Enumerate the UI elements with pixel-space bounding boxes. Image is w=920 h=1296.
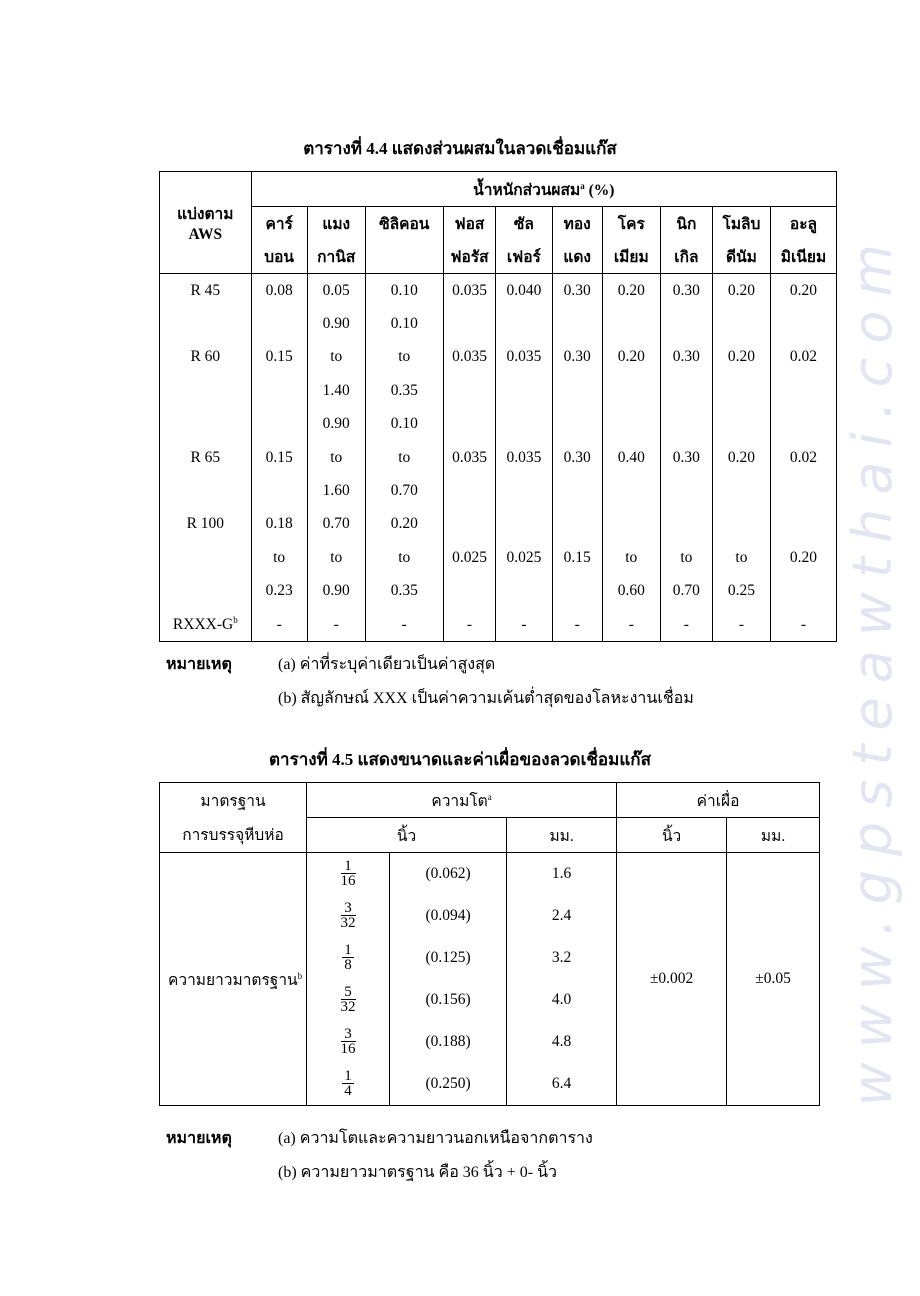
tolerance-mm: ±0.05 [727,853,820,1106]
table-cell: to [365,541,443,574]
table-cell [712,374,770,407]
table-cell [660,508,712,541]
row-label [160,374,252,407]
table-cell [712,307,770,340]
table-cell [602,474,660,507]
table-row [160,575,837,608]
mm-value: 4.0 [507,979,617,1021]
table-cell: 0.23 [251,575,307,608]
table-cell [496,307,552,340]
table-cell: 0.30 [552,274,602,308]
table-cell [552,575,602,608]
fraction [341,859,356,888]
table-cell: 0.90 [307,307,365,340]
column-header-line1: ทอง [552,207,602,241]
table-cell [496,508,552,541]
table-cell: 0.90 [307,575,365,608]
composition-table [159,171,837,642]
inch-fraction [307,853,390,896]
table-row [160,541,837,574]
table-cell: 0.10 [365,307,443,340]
inch-fraction [307,895,390,937]
size-header-text: ความโต [431,792,488,810]
table-cell [602,408,660,441]
table-cell [770,374,836,407]
standard-header-2: การบรรจุหีบห่อ [160,818,307,853]
table-row [160,474,837,507]
table-cell: 0.20 [602,274,660,308]
row-label-sup: b [297,970,303,981]
table-cell: 0.60 [602,575,660,608]
table-cell: 0.035 [443,341,495,374]
row-label-text: ความยาวมาตรฐาน [168,971,298,989]
column-header-line1: ซิลิคอน [365,207,443,241]
table-cell [251,307,307,340]
table-cell [251,474,307,507]
table2-note-a: (a) ความโตและความยาวนอกเหนือจากตาราง [278,1130,593,1147]
fraction [341,985,356,1014]
table-cell [660,474,712,507]
mm-header: มม. [507,818,617,853]
fraction-numerator: 3 [341,901,356,916]
table-row [160,274,837,308]
table-cell: - [496,608,552,642]
table-cell: 0.20 [770,541,836,574]
table-cell: - [712,608,770,642]
fraction-denominator: 16 [340,1040,356,1057]
row-label [160,853,307,1106]
table-cell [660,408,712,441]
fraction [342,1069,354,1098]
table-cell [770,508,836,541]
column-header-line1: โคร [602,207,660,241]
table-cell: 0.70 [365,474,443,507]
table-row [160,374,837,407]
row-label [160,474,252,507]
column-header-line2: เกิล [660,240,712,274]
mm-value: 2.4 [507,895,617,937]
tol-mm-header: มม. [727,818,820,853]
column-header-line1: ฟอส [443,207,495,241]
fraction-denominator: 16 [340,872,356,889]
table-cell: 0.70 [307,508,365,541]
table-cell: - [443,608,495,642]
table-cell [251,408,307,441]
table-cell: 0.10 [365,408,443,441]
table-row [160,608,837,642]
table-cell: 0.20 [712,341,770,374]
table-row [160,853,820,896]
row-label: R 100 [186,515,225,533]
column-header-line1: โมลิบ [712,207,770,241]
row-label-sup: b [233,614,238,625]
inch-decimal: (0.250) [390,1063,507,1106]
inch-fraction [307,979,390,1021]
fraction-denominator: 32 [340,914,356,931]
inch-fraction [307,1021,390,1063]
weight-header-sup: a [580,180,585,191]
column-header-line1: นิก [660,207,712,241]
table-cell: to [602,541,660,574]
column-header-line2: กานิส [307,240,365,274]
table-cell: 0.30 [660,274,712,308]
column-header-line2 [365,240,443,274]
fraction-numerator: 1 [344,1067,352,1084]
table-cell: 0.20 [712,441,770,474]
table-cell [552,474,602,507]
table-cell: 0.20 [365,508,443,541]
table-cell [552,374,602,407]
tol-inch-header: นิ้ว [617,818,727,853]
table-cell [496,474,552,507]
table-cell: 0.035 [443,441,495,474]
table1-title: ตารางที่ 4.4 แสดงส่วนผสมในลวดเชื่อมแก๊ส [303,139,617,158]
row-label [160,575,252,608]
inch-fraction [307,1063,390,1106]
watermark: www.gpsteawthai.com [841,230,904,1107]
table-cell [770,307,836,340]
column-header-line2: ฟอรัส [443,240,495,274]
fraction-numerator: 1 [341,859,356,874]
table-row [160,508,837,541]
fraction [342,943,354,972]
table-cell [496,374,552,407]
table-cell [712,508,770,541]
weight-header-unit: (%) [584,181,615,199]
table-cell [770,474,836,507]
column-header-line2: ดีนัม [712,240,770,274]
table-cell: 0.02 [770,341,836,374]
table-cell: 0.035 [496,441,552,474]
table-cell: 0.30 [552,341,602,374]
table1-note-a: (a) ค่าที่ระบุค่าเดียวเป็นค่าสูงสุด [278,656,496,673]
column-header-line1: แมง [307,207,365,241]
size-header-sup: a [487,791,492,802]
fraction [341,1027,356,1056]
table-cell: 0.35 [365,374,443,407]
size-table [159,782,820,1106]
aws-group-label-1: แบ่งตาม [177,206,234,223]
column-header-line2: เฟอร์ [496,240,552,274]
tolerance-inch: ±0.002 [617,853,727,1106]
row-label-text: RXXX-G [172,615,234,633]
mm-value: 6.4 [507,1063,617,1106]
table-cell: 0.20 [602,341,660,374]
table-cell: 0.25 [712,575,770,608]
table-cell [552,307,602,340]
table2-title: ตารางที่ 4.5 แสดงขนาดและค่าเผื่อของลวดเชื่อมแก๊ส [269,750,651,769]
table-cell: 0.15 [251,441,307,474]
table-cell: 0.05 [307,274,365,308]
inch-decimal: (0.125) [390,937,507,979]
table-cell: 0.035 [496,341,552,374]
column-header-line2: แดง [552,240,602,274]
table-cell [552,508,602,541]
inch-decimal: (0.156) [390,979,507,1021]
table-cell [443,474,495,507]
table-row [160,307,837,340]
aws-group-label-2: AWS [188,226,223,243]
table-cell: 0.035 [443,274,495,308]
table2-note-b: (b) ความยาวมาตรฐาน คือ 36 นิ้ว + 0- นิ้ว [278,1164,557,1181]
table-cell: 0.30 [552,441,602,474]
weight-header-text: น้ำหนักส่วนผสม [473,181,581,199]
fraction-denominator: 32 [340,998,356,1015]
table-cell: - [307,608,365,642]
table-cell: 0.18 [251,508,307,541]
table-cell [552,408,602,441]
mm-value: 1.6 [507,853,617,896]
column-header-line1: อะลู [770,207,836,241]
fraction-denominator: 8 [344,956,352,973]
table-cell: 0.30 [660,341,712,374]
table-cell [496,575,552,608]
tolerance-header: ค่าเผื่อ [617,783,820,818]
table-cell: 0.025 [443,541,495,574]
table-cell: to [251,541,307,574]
table-cell: to [307,541,365,574]
fraction-denominator: 4 [344,1082,352,1099]
column-header-line2: บอน [251,240,307,274]
table1-note-b: (b) สัญลักษณ์ XXX เป็นค่าความเค้นต่ำสุดของโลหะงานเชื่อม [278,690,694,707]
table-cell: 0.20 [712,274,770,308]
row-label: R 45 [190,281,221,299]
fraction-numerator: 1 [344,941,352,958]
table-cell [251,374,307,407]
table-cell [443,307,495,340]
table-cell: 0.040 [496,274,552,308]
table-cell: 0.70 [660,575,712,608]
table-cell: 0.02 [770,441,836,474]
table-cell: - [602,608,660,642]
table-cell [712,408,770,441]
table-cell: - [251,608,307,642]
table-cell: to [365,441,443,474]
table-cell: to [307,441,365,474]
table-cell: 0.90 [307,408,365,441]
table-cell: to [660,541,712,574]
table-cell: 0.025 [496,541,552,574]
table-cell: to [365,341,443,374]
column-header-line2: เมียม [602,240,660,274]
table-cell [443,374,495,407]
standard-header-1: มาตรฐาน [160,783,307,818]
mm-value: 3.2 [507,937,617,979]
row-label: R 65 [190,448,221,466]
inch-header: นิ้ว [307,818,507,853]
table-cell: 0.20 [770,274,836,308]
table-cell: to [712,541,770,574]
table-cell: - [660,608,712,642]
fraction-numerator: 5 [341,985,356,1000]
row-label [160,307,252,340]
column-header-line2: มิเนียม [770,240,836,274]
table-cell [602,307,660,340]
table-row [160,341,837,374]
row-label [160,408,252,441]
inch-decimal: (0.188) [390,1021,507,1063]
table-cell: 1.40 [307,374,365,407]
row-label [160,541,252,574]
table-cell: 0.15 [251,341,307,374]
weight-header [251,172,836,207]
column-header-line1: ซัล [496,207,552,241]
fraction-numerator: 3 [341,1027,356,1042]
table-cell: - [365,608,443,642]
table-cell [443,508,495,541]
table-cell [496,408,552,441]
table-cell [443,408,495,441]
table-cell: 0.10 [365,274,443,308]
table-cell: 1.60 [307,474,365,507]
table-cell [602,508,660,541]
table-cell: 0.40 [602,441,660,474]
row-label [160,608,252,642]
table-cell: - [552,608,602,642]
table-cell: 0.35 [365,575,443,608]
table-row [160,408,837,441]
size-header [307,783,617,818]
fraction [341,901,356,930]
table-cell [660,307,712,340]
column-header-line1: คาร์ [251,207,307,241]
table1-notes-label: หมายเหตุ [166,656,232,673]
table-cell [660,374,712,407]
table-cell: 0.08 [251,274,307,308]
inch-decimal: (0.094) [390,895,507,937]
row-label: R 60 [190,348,221,366]
table-cell [443,575,495,608]
inch-fraction [307,937,390,979]
table-cell: 0.15 [552,541,602,574]
table-row [160,441,837,474]
table-cell [770,575,836,608]
table-cell: 0.30 [660,441,712,474]
table-cell: - [770,608,836,642]
table-cell [770,408,836,441]
aws-group-header [160,172,252,274]
table2-notes-label: หมายเหตุ [166,1130,232,1147]
table-cell [712,474,770,507]
inch-decimal: (0.062) [390,853,507,896]
table-cell: to [307,341,365,374]
table-cell [602,374,660,407]
mm-value: 4.8 [507,1021,617,1063]
